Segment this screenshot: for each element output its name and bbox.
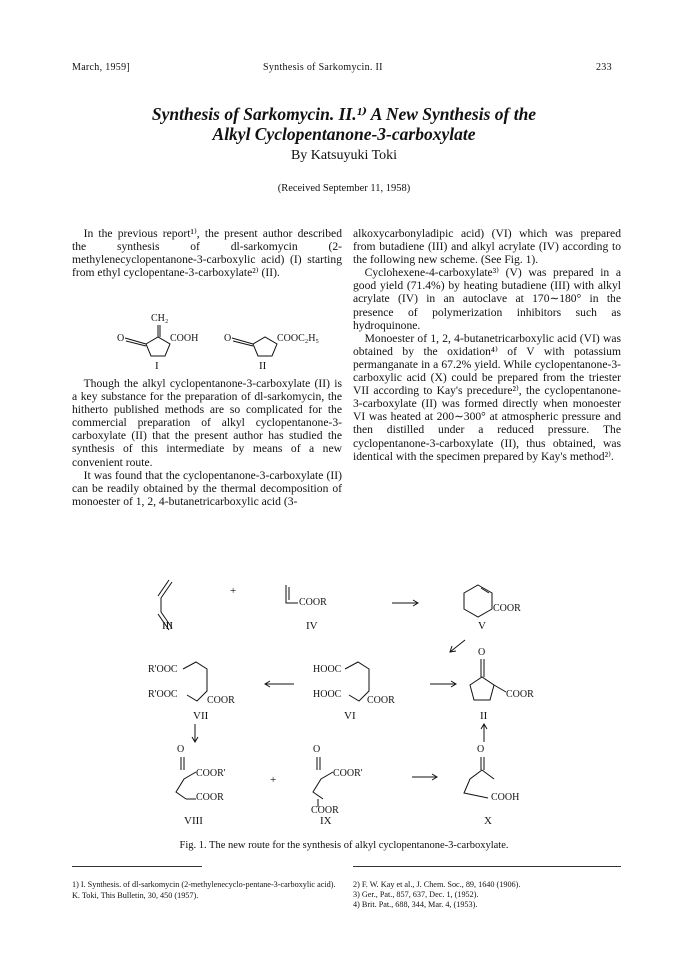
plus-sign-bottom: + [270, 774, 277, 786]
label-VIII: VIII [184, 815, 203, 827]
structure-II-fig-coor: COOR [506, 689, 534, 700]
running-title: Synthesis of Sarkomycin. II [263, 62, 383, 73]
structure-VIII-ring [176, 757, 196, 799]
title-line-1: Synthesis of Sarkomycin. II.¹⁾ A New Synthesis of the [151, 104, 537, 124]
footnote-rule-left [72, 866, 202, 867]
footnote-1: 1) I. Synthesis. of dl-sarkomycin (2-methylenecyclo-pentane-3-carboxylic acid). K. Toki, This Bulletin, 30, 450 (1957). [72, 880, 336, 900]
structure-II-ester: COOC₂H₅ [277, 333, 319, 344]
structure-II-oxygen: O [224, 333, 232, 344]
label-VI: VI [344, 710, 356, 722]
footnote-2: 2) F. W. Kay et al., J. Chem. Soc., 89, 1640 (1906). [353, 880, 521, 889]
plus-sign-top: + [230, 585, 237, 597]
structure-IX-ring [313, 757, 333, 807]
label-VII: VII [193, 710, 209, 722]
cyclohexene-V [464, 585, 492, 617]
structure-X-ring [464, 757, 494, 798]
received-date: (Received September 11, 1958) [277, 183, 411, 194]
label-II-fig: II [480, 710, 488, 722]
structure-I-label: I [155, 360, 159, 372]
structure-X-cooh: COOH [491, 792, 520, 803]
label-IX: IX [320, 815, 332, 827]
structure-VI-chain [345, 662, 369, 701]
right-paragraph-2: Cyclohexene-4-carboxylate³⁾ (V) was prepared in a good yield (71.4%) by heating butadiene (III) with alkyl acrylate (IV) in an autoclave at 170∼180° in the presence of polymerization inhibitors such as hydroquinone. [353, 266, 621, 332]
title-line-2: Alkyl Cyclopentanone-3-carboxylate [212, 124, 476, 144]
structure-VII-chain [183, 662, 207, 701]
left-paragraph-3: It was found that the cyclopentanone-3-carboxylate (II) can be readily obtained by the thermal decomposition of monoester of 1, 2, 4-butanetricarboxylic acid (3- [72, 468, 342, 508]
structure-II-label: II [259, 360, 267, 372]
structure-VI-hooc-1: HOOC [313, 664, 342, 675]
left-paragraph-2: Though the alkyl cyclopentanone-3-carboxylate (II) is a key substance for the preparation of dl-sarkomycin, the hitherto published methods are so complicated for the commercial preparation of alkyl cyclopentanone-3-carboxylate (II) that the present author has studied the synthesis of this intermediate by means of a new convenient route. [72, 377, 342, 469]
footnote-4: 4) Brit. Pat., 688, 344, Mar. 4, (1953). [353, 900, 478, 909]
left-paragraph-1: In the previous report¹⁾, the present author described the synthesis of dl-sarkomycin (2-methylenecyclopentanone-3-carboxylic acid) (I) starting from ethyl cyclopentane-3-carboxylate²⁾ (II). [72, 227, 342, 280]
label-IV: IV [306, 620, 318, 632]
footnote-rule-right [353, 866, 621, 867]
right-paragraph-3: Monoester of 1, 2, 4-butanetricarboxylic acid (VI) was obtained by the oxidation⁴⁾ of V with potassium permanganate in a 67.2% yield. While cyclopentanone-3-carboxylic acid (X) could be prepared from the triester VII according to Kay's precedure²⁾, the cyclopentanone-3-carboxylate (II) was formed directly when monoester VI was heated at 200∼300° at atmospheric pressure and then distilled under a reduced pressure. The cyclopentanone-3-carboxylate (II), thus obtained, was identical with the specimen prepared by Kay's method²⁾. [353, 331, 621, 463]
structure-VI-coor: COOR [367, 695, 395, 706]
structure-VIII-oxygen: O [177, 744, 185, 755]
structure-VII-coor: COOR [207, 695, 235, 706]
footnote-3: 3) Ger., Pat., 857, 637, Dec. 1, (1952). [353, 890, 479, 899]
structure-V-coor: COOR [493, 603, 521, 614]
structure-I-cooh: COOH [170, 333, 199, 344]
label-V: V [478, 620, 486, 632]
structure-VII-rooc-2: R'OOC [148, 689, 178, 700]
label-X: X [484, 815, 492, 827]
structure-IX-coor: COOR [311, 805, 339, 816]
page-number: 233 [596, 62, 612, 73]
structure-VIII-coor: COOR [196, 792, 224, 803]
structure-VII-rooc-1: R'OOC [148, 664, 178, 675]
structure-VI-hooc-2: HOOC [313, 689, 342, 700]
label-III: III [162, 620, 173, 632]
ch2-label: CH₂ [151, 313, 169, 324]
structure-X-oxygen: O [477, 744, 485, 755]
structure-II-ring [232, 337, 277, 356]
structure-VIII-coor-prime: COOR' [196, 768, 226, 779]
figure-caption: Fig. 1. The new route for the synthesis of alkyl cyclopentanone-3-carboxylate. [179, 840, 509, 851]
structure-IX-oxygen: O [313, 744, 321, 755]
structure-IX-coor-prime: COOR' [333, 768, 363, 779]
structure-I-oxygen: O [117, 333, 125, 344]
structure-II-fig-ring [470, 659, 506, 700]
author: By Katsuyuki Toki [290, 148, 398, 163]
structure-I-ring [125, 325, 170, 356]
structure-II-fig-oxygen: O [478, 647, 486, 658]
right-paragraph-1: alkoxycarbonyladipic acid) (VI) which was prepared from butadiene (III) and alkyl acrylate (IV) according to the following new scheme. (See Fig. 1). [353, 227, 621, 267]
acrylate-IV [286, 585, 298, 603]
acrylate-coor: COOR [299, 597, 327, 608]
header-date: March, 1959] [72, 62, 131, 73]
